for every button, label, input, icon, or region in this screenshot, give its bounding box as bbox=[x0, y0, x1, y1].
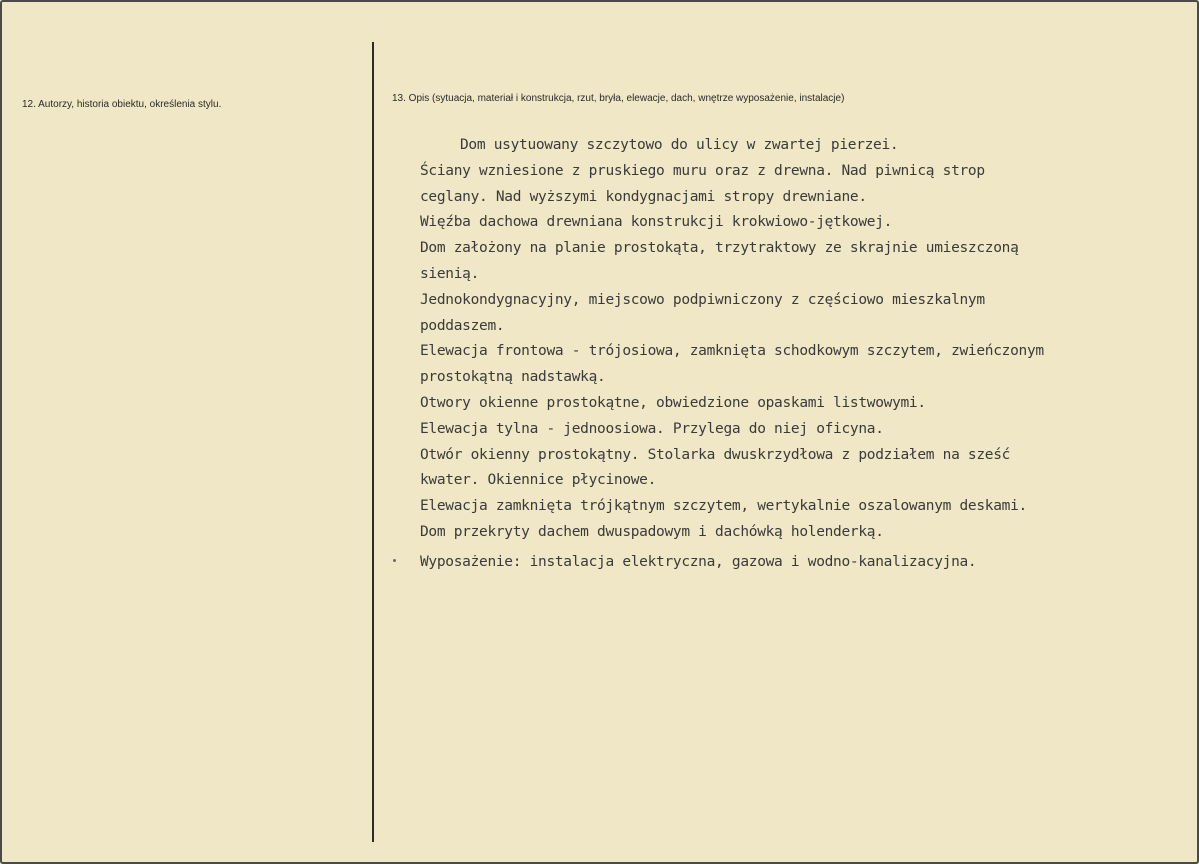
field-12-label: 12. Autorzy, historia obiektu, określenia stylu. bbox=[22, 99, 222, 110]
description-line: sienią. bbox=[420, 265, 480, 282]
description-line: kwater. Okiennice płycinowe. bbox=[420, 472, 657, 489]
description-line: Wyposażenie: instalacja elektryczna, gazowa i wodno-kanalizacyjna. bbox=[420, 553, 977, 570]
description-line: prostokątną nadstawką. bbox=[420, 369, 606, 386]
description-line: Więźba dachowa drewniana konstrukcji krokwiowo-jętkowej. bbox=[420, 214, 893, 231]
description-line: Elewacja frontowa - trójosiowa, zamknięta schodkowym szczytem, zwieńczonym bbox=[420, 343, 1044, 360]
description-line: Otwór okienny prostokątny. Stolarka dwuskrzydłowa z podziałem na sześć bbox=[420, 446, 1011, 463]
column-divider bbox=[372, 42, 374, 842]
description-line: Otwory okienne prostokątne, obwiedzione opaskami listwowymi. bbox=[420, 394, 926, 411]
ink-dot bbox=[393, 559, 396, 562]
description-line: Dom usytuowany szczytowo do ulicy w zwartej pierzei. bbox=[460, 137, 899, 153]
description-line: Ściany wzniesione z pruskiego muru oraz z drewna. Nad piwnicą strop bbox=[420, 162, 985, 179]
description-line: Dom przekryty dachem dwuspadowym i dachówką holenderką. bbox=[420, 523, 884, 540]
description-line: poddaszem. bbox=[420, 317, 505, 334]
description-line: Elewacja tylna - jednoosiowa. Przylega do niej oficyna. bbox=[420, 420, 884, 437]
description-line: Dom założony na planie prostokąta, trzytraktowy ze skrajnie umieszczoną bbox=[420, 240, 1019, 257]
description-line: ceglany. Nad wyższymi kondygnacjami stropy drewniane. bbox=[420, 188, 867, 205]
description-text bbox=[420, 133, 1190, 576]
field-13-label: 13. Opis (sytuacja, materiał i konstrukcja, rzut, bryła, elewacje, dach, wnętrze wyposażenie, instalacje) bbox=[392, 93, 845, 104]
description-line: Elewacja zamknięta trójkątnym szczytem, wertykalnie oszalowanym deskami. bbox=[420, 498, 1027, 515]
description-line: Jednokondygnacyjny, miejscowo podpiwniczony z częściowo mieszkalnym bbox=[420, 291, 985, 308]
